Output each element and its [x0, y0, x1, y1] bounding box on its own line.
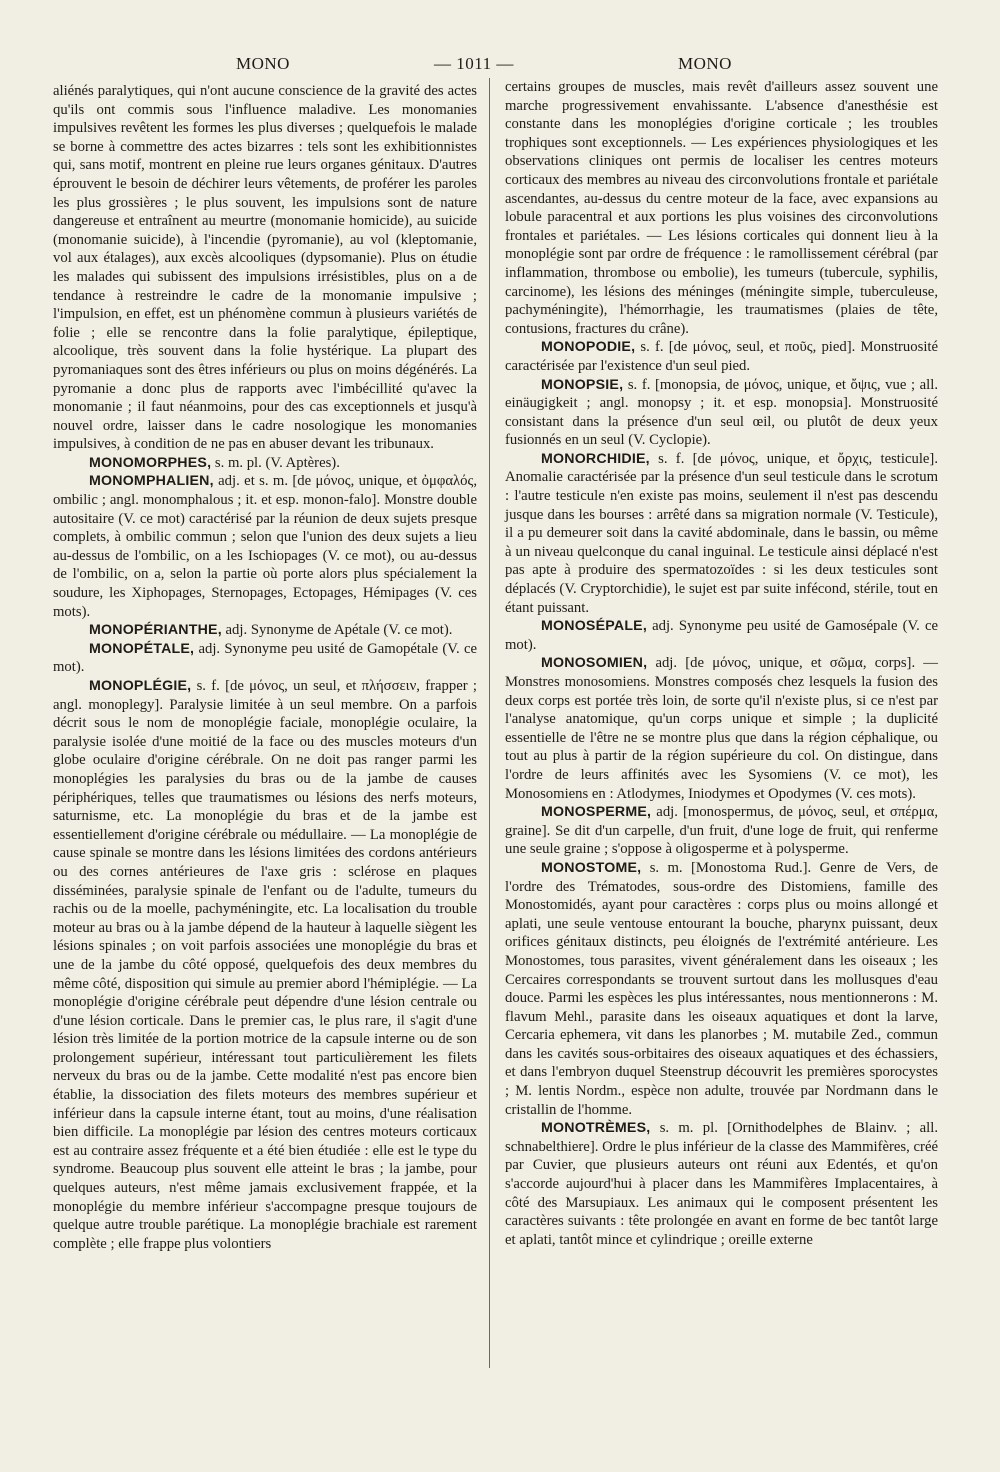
definition: adj. [de μόνος, unique, et σῶμα, corps]. —Monstres monosomiens. Monstres composés chez lesquels la fusion des deux corps est portée très loin, de sorte qu'il n'existe plus, si ce n'est par l'analyse anatomique, qu'un corps unique et simple ; la duplicité essentielle de l'être ne se montre plus que dans la région céphalique, ou tout au plus à partir de la région supérieure du col. On distingue, dans l'ordre de leurs affinités avec les Sysomiens (V. ce mot), les Monosomiens en : Atlodymes, Iniodymes et Opodymes (V. ces mots).: [505, 655, 938, 802]
entry-monosomien: [505, 654, 938, 803]
entry-monomphalien: [53, 472, 477, 621]
headword: MONOMPHALIEN,: [89, 473, 214, 490]
right-column: [505, 78, 938, 1249]
page-number: — 1011 —: [434, 54, 514, 73]
headword: MONOPÉRIANTHE,: [89, 622, 222, 639]
headword: MONOSÉPALE,: [541, 618, 647, 635]
headword: MONOSTOME,: [541, 859, 642, 876]
entry-monoplegie: [53, 677, 477, 1253]
headword: MONOPODIE,: [541, 339, 636, 356]
definition: s. f. [de μόνος, seul, et ποῦς, pied]. Monstruosité caractérisée par l'existence d'un seul pied.: [505, 339, 938, 374]
left-column: [53, 82, 477, 1253]
entry-monomorphes: [53, 454, 477, 473]
definition: s. m. [Monostoma Rud.]. Genre de Vers, de l'ordre des Trématodes, sous-ordre des Distomiens, famille des Monostomidés, ayant pour caractères : corps plus ou moins allongé et aplati, une seule ventouse entourant la bouche, pharynx puissant, deux orifices génitaux distincts, peu éloignés de l'extrémité antérieure. Les Monostomes, tous parasites, vivent généralement dans les oiseaux ; les Cercaires correspondants se trouvent surtout dans les mollusques d'eau douce. Parmi les espèces les plus intéressantes, nous mentionnerons : M. flavum Mehl., parasite dans les oiseaux aquatiques et dont la larve, Cercaria ephemera, vit dans les planorbes ; M. mutabile Zed., commun dans les cavités sous-orbitaires des oiseaux aquatiques et des échassiers, et dans l'embryon duquel Steenstrup découvrit les premières sporocystes ; M. lentis Nordm., espèce non adulte, trouvée par Nordmann dans le cristallin de l'homme.: [505, 859, 938, 1118]
entry-monostome: [505, 859, 938, 1119]
definition: adj. et s. m. [de μόνος, unique, et ὀμφαλός, ombilic ; angl. monomphalous ; it. et esp. monon-falo]. Monstre double autositaire (V. ce mot) caractérisé par la réunion de deux sujets presque complets, à ombilic commun ; selon que l'union des deux sujets a lieu au-dessus de l'ombilic, on a les Ischiopages (V. ce mot), ou au-dessus de l'ombilic, on a, selon la partie où porte alors plus spécialement la soudure, les Xiphopages, Sternopages, Ectopages, Hémipages (V. ces mots).: [53, 473, 477, 620]
entry-monopsie: [505, 376, 938, 450]
column-rule: [489, 78, 490, 1368]
headword: MONOMORPHES,: [89, 454, 212, 471]
headword: MONOSOMIEN,: [541, 655, 648, 672]
definition: s. f. [de μόνος, un seul, et πλήσσειν, frapper ; angl. monoplegy]. Paralysie limitée à un seul membre. On a parfois décrit sous le nom de monoplégie faciale, monoplégie oculaire, la paralysie isolée d'une moitié de la face ou des muscles moteurs d'un globe oculaire d'origine cérébrale. On ne doit pas ranger parmi les monoplégies les paralysies du bras ou de la jambe de causes périphériques, telles que traumatismes ou lésions des nerfs moteurs, saturnisme, etc. La monoplégie du bras et de la jambe est essentiellement d'origine cérébrale ou médullaire. — La monoplégie de cause spinale se montre dans les lésions limitées des cordons antérieurs ou des cornes antérieures de l'axe gris : sclérose en plaques disséminées, paralysie spinale de l'enfant ou de l'adulte, tumeurs du rachis ou de la moelle, pachyméningite, etc. La localisation du trouble moteur au bras ou à la jambe dépend de la hauteur à laquelle siègent les lésions spinales ; on voit parfois associées une monoplégie du bras et une de la jambe du côté opposé, quelquefois des deux membres du même côté, disposition qui simule au premier abord l'hémiplégie. — La monoplégie d'origine cérébrale peut dépendre d'une lésion centrale ou d'une lésion corticale. Dans le premier cas, le plus rare, il s'agit d'une lésion très limitée de la portion motrice de la capsule interne ou de son prolongement supérieur, intéressant tout particulièrement les filets nerveux du bras ou de la jambe. Cette modalité n'est pas encore bien établie, la dissociation des filets moteurs des membres supérieur et inférieur dans la capsule interne étant, tout au moins, d'une réalisation bien difficile. La monoplégie par lésion des centres moteurs corticaux est au contraire assez fréquente et a été bien étudiée : elle est le type du syndrome. Beaucoup plus souvent elle atteint le bras ; la jambe, pour quelques auteurs, n'est même jamais exclusivement frappée, et la monoplégie du membre inférieur s'accompagne presque toujours de quelque autre trouble parétique. La monoplégie brachiale est rarement complète ; elle frappe plus volontiers: [53, 678, 477, 1252]
definition: adj. [monospermus, de μόνος, seul, et σπέρμα, graine]. Se dit d'un carpelle, d'un fruit, d'une loge de fruit, qui renferme une seule graine ; s'oppose à oligosperme et à polysperme.: [505, 804, 938, 858]
entry-monotremes: [505, 1119, 938, 1249]
definition: adj. Synonyme peu usité de Gamopétale (V. ce mot).: [53, 640, 477, 676]
definition: s. f. [monopsia, de μόνος, unique, et ὄψις, vue ; all. einäugigkeit ; angl. monopsy ; it. et esp. monopsia]. Monstruosité consistant dans la présence d'un seul œil, ou plutôt de deux yeux fusionnés en un seul (V. Cyclopie).: [505, 376, 938, 449]
entry-monopodie: [505, 338, 938, 375]
headword: MONOPSIE,: [541, 376, 624, 393]
running-head-right: MONO: [678, 54, 732, 73]
running-head-left: MONO: [236, 54, 290, 73]
headword: MONORCHIDIE,: [541, 450, 650, 467]
headword: MONOTRÈMES,: [541, 1120, 651, 1137]
entry-monorchidie: [505, 450, 938, 617]
definition: s. m. pl. (V. Aptères).: [211, 454, 340, 471]
entry-monopetale: [53, 640, 477, 677]
definition: adj. Synonyme de Apétale (V. ce mot).: [221, 622, 453, 639]
definition: adj. Synonyme peu usité de Gamosépale (V. ce mot).: [505, 618, 938, 653]
paragraph-continuation: certains groupes de muscles, mais revêt d'ailleurs assez souvent une marche progressivement envahissante. L'absence d'anesthésie est constante dans les monoplégies d'origine corticale ; les troubles trophiques sont exceptionnels. — Les expériences physiologiques et les observations cliniques ont permis de localiser les centres moteurs corticaux des membres au niveau des circonvolutions frontale et pariétale ascendantes, au-dessus du centre moteur de la face, avec expansions au lobule paracentral et aux portions les plus voisines des circonvolutions frontales et pariétales. — Les lésions corticales qui donnent lieu à la monoplégie sont par ordre de fréquence : le ramollissement cérébral (par inflammation, thrombose ou embolie), les tumeurs (tubercule, syphilis, carcinome), les lésions des méninges (méningite simple, tuberculeuse, pachyméningite), l'hémorrhagie, les traumatismes (plaies de tête, contusions, fractures du crâne).: [505, 79, 938, 337]
entry-monosepale: [505, 617, 938, 654]
headword: MONOPLÉGIE,: [89, 678, 192, 694]
headword: MONOSPERME,: [541, 804, 652, 821]
definition: s. f. [de μόνος, unique, et ὄρχις, testicule]. Anomalie caractérisée par la présence d'un seul testicule dans le scrotum : l'autre testicule n'en existe pas moins, seulement il n'est pas descendu jusque dans les bourses : arrêté dans sa migration normale (V. Testicule), il a pu demeurer soit dans la cavité abdominale, dans le bassin, ou même à un niveau quelconque du canal inguinal. Le testicule ainsi déplacé n'est pas apte à produire des spermatozoïdes : si les deux testicules sont déplacés (V. Cryptorchidie), le sujet est par suite infécond, stérile, tout en étant puissant.: [505, 450, 938, 616]
headword: MONOPÉTALE,: [89, 640, 195, 657]
entry-monoperianthe: [53, 621, 477, 640]
paragraph-continuation: aliénés paralytiques, qui n'ont aucune conscience de la gravité des actes qu'ils ont commis sous l'influence maladive. Les monomanies impulsives revêtent les formes les plus diverses ; quelquefois le malade se borne à commettre des actes bizarres : tels sont les exhibitionnistes qui, sans motif, montrent en pleine rue leurs organes génitaux. D'autres éprouvent le besoin de déchirer leurs vêtements, de proférer les paroles les plus grossières ; le plus souvent, les impulsions sont de nature dangereuse et entraînent au meurtre (monomanie homicide), au suicide (monomanie suicide), à l'incendie (pyromanie), au vol (kleptomanie, vol aux étalages), aux excès alcooliques (dypsomanie). Plus on étudie les malades qui subissent des impulsions irrésistibles, plus on a de tendance à restreindre le cadre de la monomanie impulsive ; l'impulsion, en effet, est un phénomène commun à plusieurs variétés de folie ; elle se rencontre dans la folie paralytique, épileptique, alcoolique, très souvent dans la folie hystérique. La plupart des pyromaniaques sont des êtres inférieurs ou plus on moins dégénérés. La pyromanie a donc plus de rapports avec l'imbécillité qu'avec la monomanie ; il faut néanmoins, pour des cas exceptionnels et jusqu'à nouvel ordre, laisser dans le cadre nosologique les monomanies impulsives, à condition de ne pas en abuser devant les tribunaux.: [53, 83, 477, 453]
entry-monosperme: [505, 803, 938, 859]
definition: s. m. pl. [Ornithodelphes de Blainv. ; all. schnabelthiere]. Ordre le plus inférieur de la classe des Mammifères, créé par Cuvier, que plusieurs auteurs ont réuni aux Edentés, et qu'on s'accorde aujourd'hui à placer dans les Mammifères Implacentaires, à côté des Marsupiaux. Les animaux qui le composent présentent les caractères suivants : tête prolongée en avant en forme de bec tantôt large et aplati, tantôt mince et cylindrique ; oreille externe: [505, 1120, 938, 1248]
